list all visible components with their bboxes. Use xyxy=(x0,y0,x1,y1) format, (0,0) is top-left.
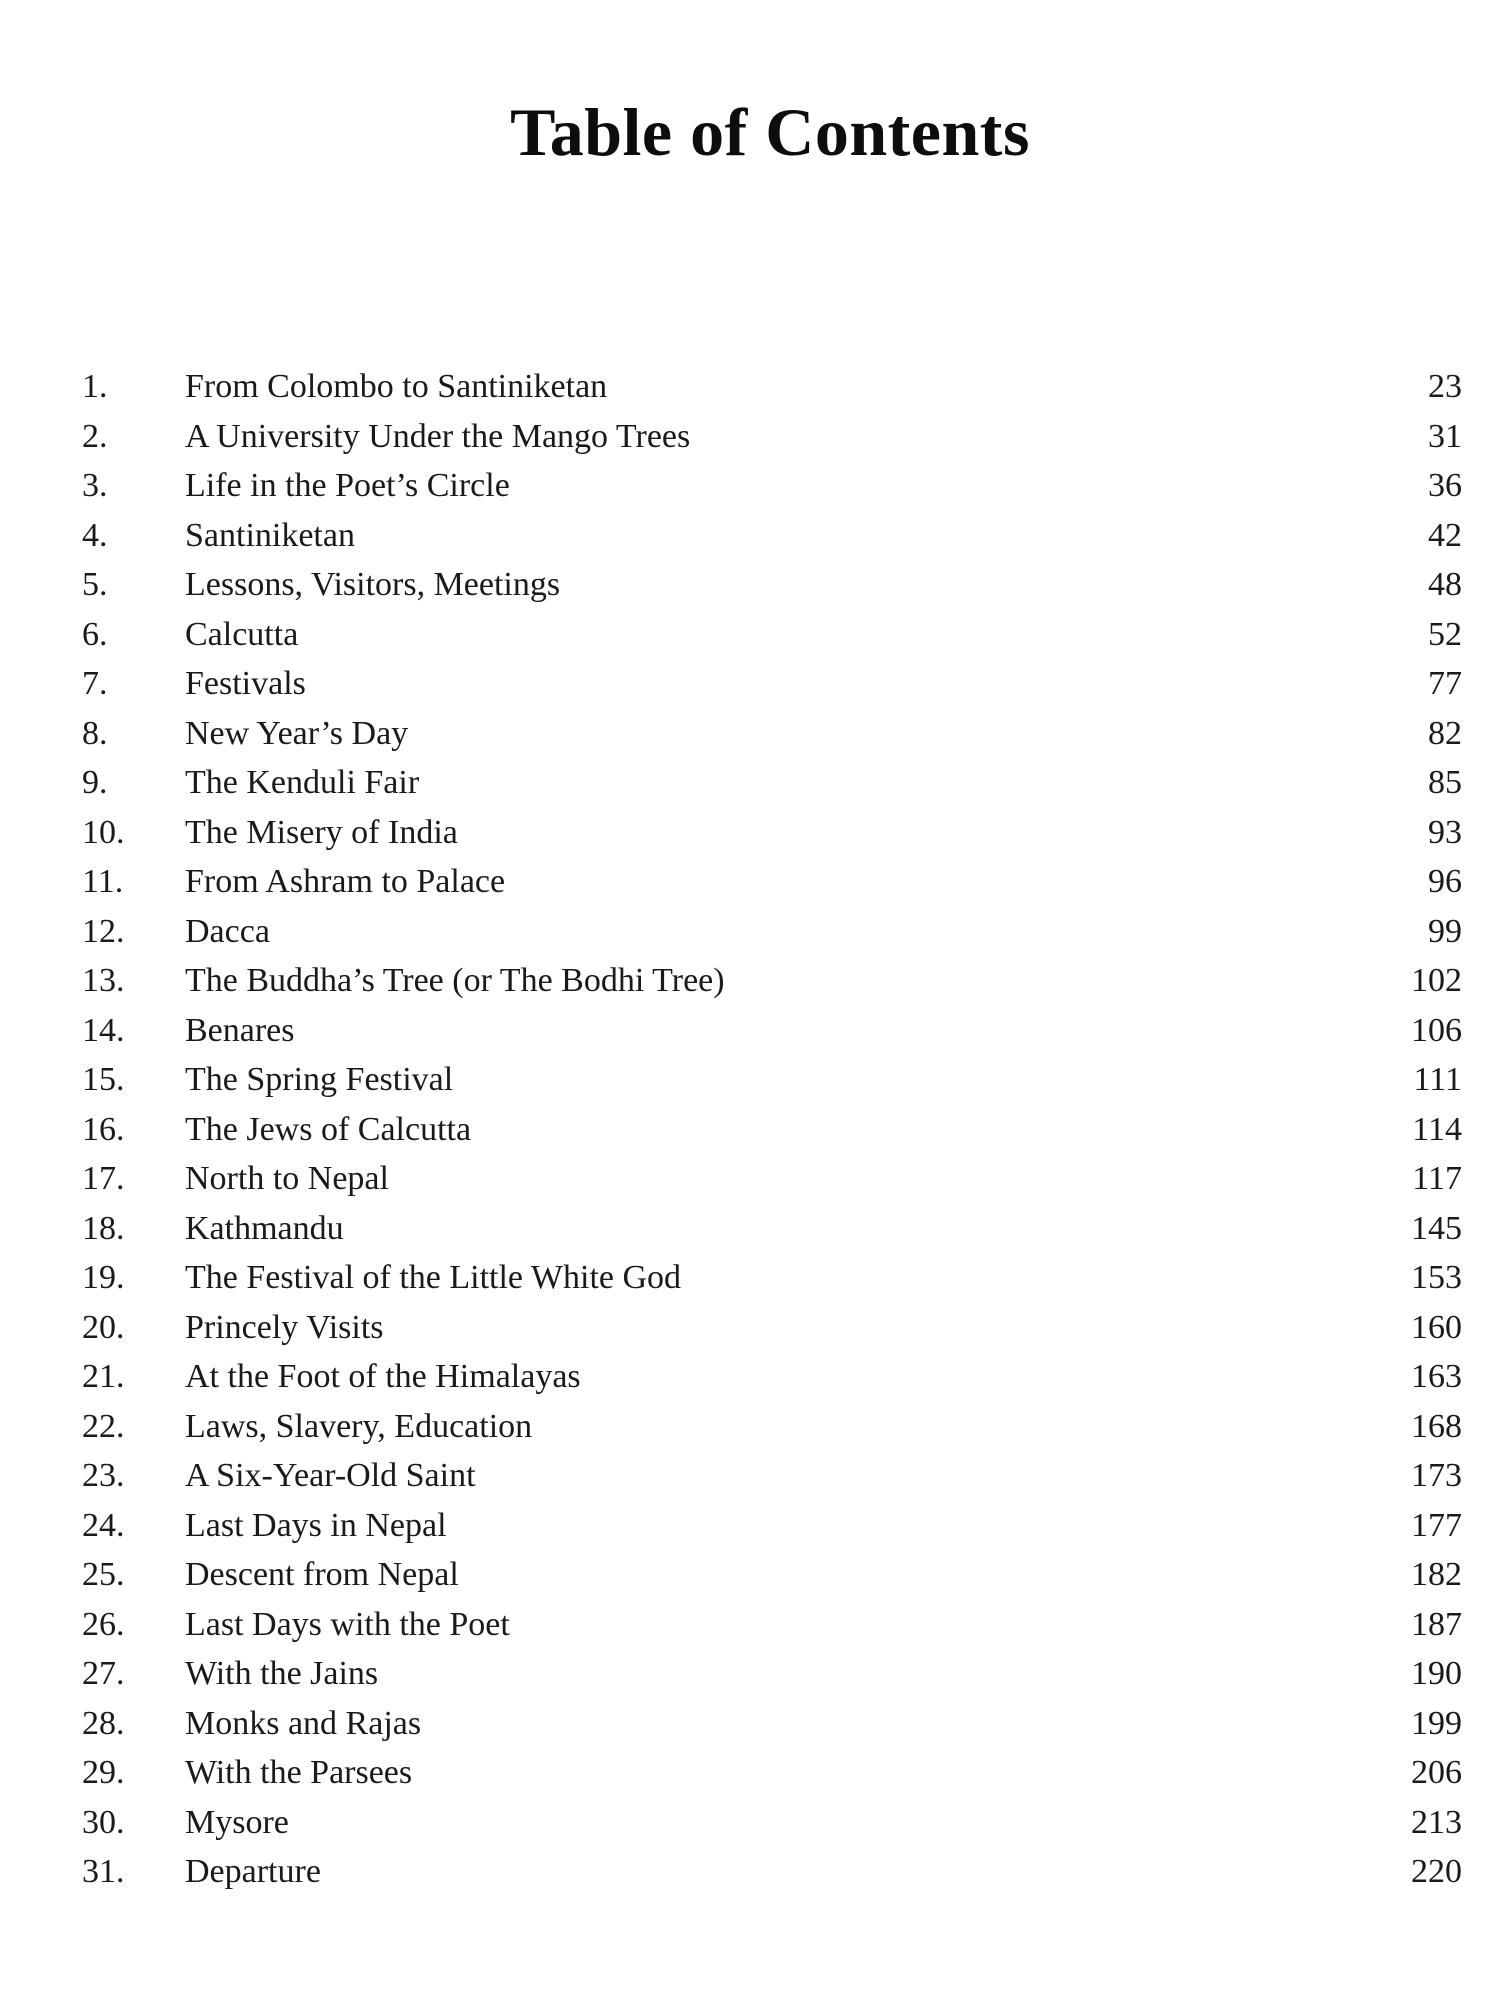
toc-entry-title: At the Foot of the Himalayas xyxy=(185,1358,581,1395)
toc-entry-number: 15. xyxy=(82,1061,125,1098)
toc-entry-10 xyxy=(0,808,1500,858)
toc-entry-title: Last Days with the Poet xyxy=(185,1605,510,1643)
toc-entry-26 xyxy=(0,1600,1500,1650)
toc-entry-number: 18. xyxy=(82,1209,125,1247)
toc-entry-title: The Festival of the Little White God xyxy=(185,1259,682,1296)
toc-entry-title: A Six-Year-Old Saint xyxy=(185,1457,476,1494)
toc-entry-title: Santiniketan xyxy=(185,516,355,554)
toc-entry-17 xyxy=(0,1154,1500,1204)
toc-entry-title: Laws, Slavery, Education xyxy=(185,1407,533,1445)
toc-entry-page: 182 xyxy=(1411,1556,1462,1593)
toc-entry-20 xyxy=(0,1303,1500,1353)
toc-entry-number: 11. xyxy=(82,863,124,900)
toc-entry-title: With the Jains xyxy=(185,1655,379,1692)
toc-entry-28 xyxy=(0,1699,1500,1749)
toc-entry-title: Last Days in Nepal xyxy=(185,1506,447,1544)
toc-entry-title: Festivals xyxy=(185,665,306,702)
toc-entry-21 xyxy=(0,1352,1500,1402)
toc-entry-page: 77 xyxy=(1428,665,1462,702)
toc-entry-page: 36 xyxy=(1428,467,1462,504)
toc-entry-31 xyxy=(0,1847,1500,1897)
toc-entry-title: New Year’s Day xyxy=(185,714,409,752)
toc-list xyxy=(0,362,1500,1897)
toc-entry-15 xyxy=(0,1055,1500,1105)
toc-entry-page: 82 xyxy=(1428,714,1462,752)
toc-entry-title: The Buddha’s Tree (or The Bodhi Tree) xyxy=(185,962,725,999)
toc-entry-page: 31 xyxy=(1428,417,1462,455)
toc-entry-number: 12. xyxy=(82,912,125,950)
toc-entry-page: 190 xyxy=(1411,1655,1462,1692)
toc-entry-18 xyxy=(0,1204,1500,1254)
toc-entry-2 xyxy=(0,412,1500,462)
toc-entry-title: Dacca xyxy=(185,912,270,950)
toc-entry-30 xyxy=(0,1798,1500,1848)
toc-entry-22 xyxy=(0,1402,1500,1452)
toc-entry-number: 14. xyxy=(82,1011,125,1049)
toc-entry-16 xyxy=(0,1105,1500,1155)
toc-entry-6 xyxy=(0,610,1500,660)
toc-entry-title: Life in the Poet’s Circle xyxy=(185,467,510,504)
toc-entry-page: 23 xyxy=(1428,368,1462,405)
toc-entry-number: 23. xyxy=(82,1457,125,1494)
toc-entry-page: 102 xyxy=(1411,962,1462,999)
toc-entry-number: 8. xyxy=(82,714,108,752)
toc-entry-19 xyxy=(0,1253,1500,1303)
toc-entry-page: 117 xyxy=(1412,1160,1462,1197)
toc-entry-page: 52 xyxy=(1428,615,1462,653)
toc-entry-number: 1. xyxy=(82,368,108,405)
toc-entry-number: 9. xyxy=(82,764,108,801)
toc-entry-page: 93 xyxy=(1428,813,1462,851)
toc-entry-title: Kathmandu xyxy=(185,1209,344,1247)
toc-entry-page: 114 xyxy=(1412,1110,1462,1148)
toc-entry-page: 145 xyxy=(1411,1209,1462,1247)
toc-entry-number: 17. xyxy=(82,1160,125,1197)
toc-entry-page: 173 xyxy=(1411,1457,1462,1494)
toc-entry-title: A University Under the Mango Trees xyxy=(185,417,691,455)
toc-entry-title: Departure xyxy=(185,1853,321,1890)
toc-entry-page: 96 xyxy=(1428,863,1462,900)
toc-entry-25 xyxy=(0,1550,1500,1600)
toc-entry-page: 153 xyxy=(1411,1259,1462,1296)
toc-entry-page: 177 xyxy=(1411,1506,1462,1544)
toc-entry-title: With the Parsees xyxy=(185,1754,413,1791)
toc-entry-13 xyxy=(0,956,1500,1006)
toc-entry-title: The Spring Festival xyxy=(185,1061,454,1098)
toc-entry-number: 31. xyxy=(82,1853,125,1890)
toc-entry-7 xyxy=(0,659,1500,709)
toc-entry-14 xyxy=(0,1006,1500,1056)
toc-entry-number: 19. xyxy=(82,1259,125,1296)
toc-entry-number: 2. xyxy=(82,417,108,455)
toc-entry-title: North to Nepal xyxy=(185,1160,389,1197)
toc-entry-number: 13. xyxy=(82,962,125,999)
toc-entry-page: 213 xyxy=(1411,1803,1462,1841)
toc-entry-page: 168 xyxy=(1411,1407,1462,1445)
toc-entry-8 xyxy=(0,709,1500,759)
toc-entry-title: The Misery of India xyxy=(185,813,458,851)
toc-entry-number: 21. xyxy=(82,1358,125,1395)
toc-entry-page: 48 xyxy=(1428,566,1462,603)
toc-entry-number: 29. xyxy=(82,1754,125,1791)
toc-entry-number: 4. xyxy=(82,516,108,554)
toc-entry-title: Monks and Rajas xyxy=(185,1704,422,1742)
toc-entry-number: 25. xyxy=(82,1556,125,1593)
toc-entry-5 xyxy=(0,560,1500,610)
toc-entry-1 xyxy=(0,362,1500,412)
toc-entry-27 xyxy=(0,1649,1500,1699)
toc-entry-page: 85 xyxy=(1428,764,1462,801)
toc-entry-page: 206 xyxy=(1411,1754,1462,1791)
toc-entry-3 xyxy=(0,461,1500,511)
toc-entry-page: 160 xyxy=(1411,1308,1462,1346)
toc-entry-title: Mysore xyxy=(185,1803,289,1841)
toc-entry-number: 3. xyxy=(82,467,108,504)
toc-entry-page: 163 xyxy=(1411,1358,1462,1395)
toc-entry-page: 42 xyxy=(1428,516,1462,554)
toc-entry-number: 10. xyxy=(82,813,125,851)
toc-entry-number: 27. xyxy=(82,1655,125,1692)
toc-entry-number: 26. xyxy=(82,1605,125,1643)
toc-entry-number: 28. xyxy=(82,1704,125,1742)
toc-entry-29 xyxy=(0,1748,1500,1798)
toc-entry-12 xyxy=(0,907,1500,957)
toc-entry-title: Lessons, Visitors, Meetings xyxy=(185,566,561,603)
toc-entry-title: From Ashram to Palace xyxy=(185,863,506,900)
toc-entry-number: 22. xyxy=(82,1407,125,1445)
toc-entry-page: 187 xyxy=(1411,1605,1462,1643)
toc-entry-page: 111 xyxy=(1413,1061,1462,1098)
toc-entry-number: 16. xyxy=(82,1110,125,1148)
toc-entry-24 xyxy=(0,1501,1500,1551)
toc-entry-title: The Jews of Calcutta xyxy=(185,1110,472,1148)
toc-entry-number: 5. xyxy=(82,566,108,603)
toc-entry-page: 220 xyxy=(1411,1853,1462,1890)
toc-entry-title: Calcutta xyxy=(185,615,299,653)
toc-entry-23 xyxy=(0,1451,1500,1501)
toc-entry-title: Descent from Nepal xyxy=(185,1556,459,1593)
toc-entry-number: 20. xyxy=(82,1308,125,1346)
toc-entry-11 xyxy=(0,857,1500,907)
toc-entry-number: 30. xyxy=(82,1803,125,1841)
toc-entry-number: 7. xyxy=(82,665,108,702)
toc-entry-page: 106 xyxy=(1411,1011,1462,1049)
toc-entry-number: 6. xyxy=(82,615,108,653)
toc-entry-9 xyxy=(0,758,1500,808)
toc-entry-page: 199 xyxy=(1411,1704,1462,1742)
toc-entry-title: Benares xyxy=(185,1011,295,1049)
toc-entry-title: From Colombo to Santiniketan xyxy=(185,368,608,405)
toc-entry-title: The Kenduli Fair xyxy=(185,764,420,801)
toc-entry-4 xyxy=(0,511,1500,561)
toc-entry-number: 24. xyxy=(82,1506,125,1544)
toc-entry-page: 99 xyxy=(1428,912,1462,950)
page-title: Table of Contents xyxy=(510,94,1030,170)
toc-entry-title: Princely Visits xyxy=(185,1308,384,1346)
